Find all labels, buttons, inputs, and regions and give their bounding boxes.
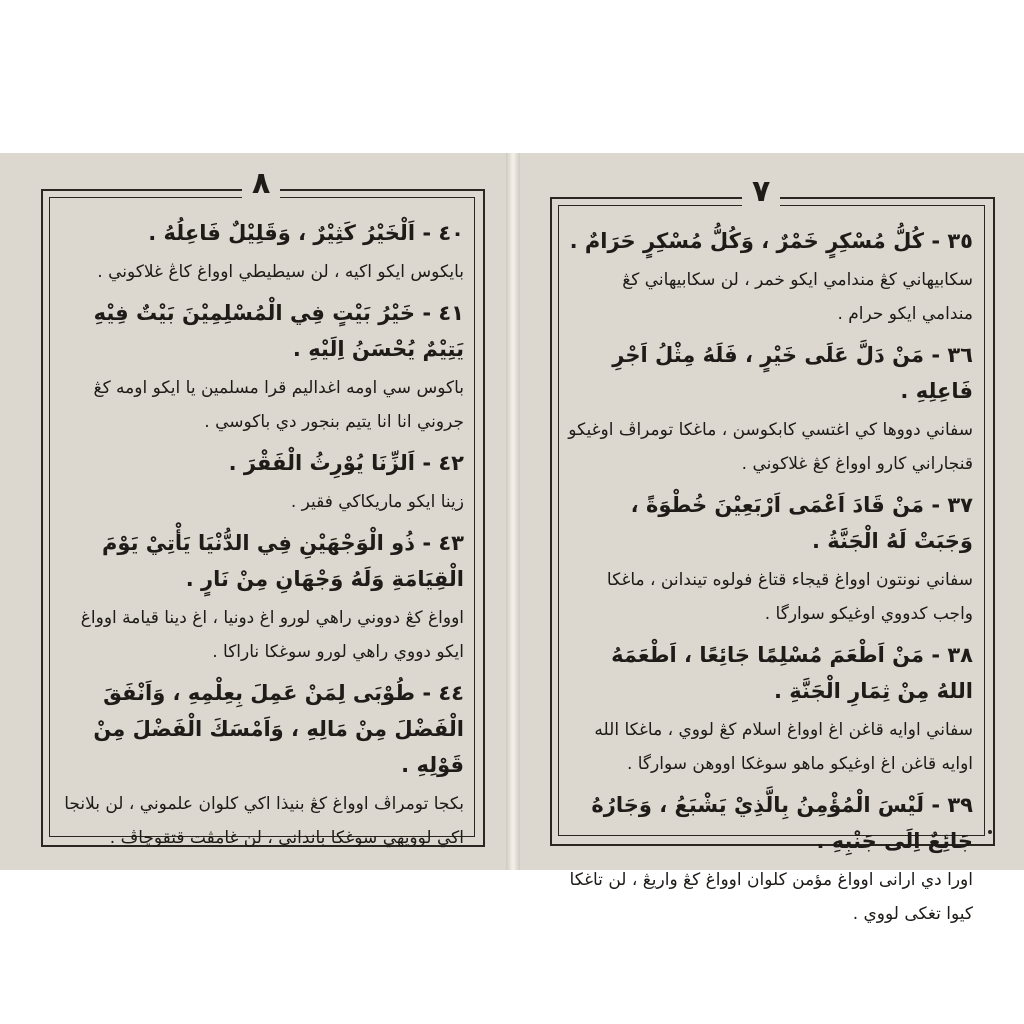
jawi-translation: سفاني نونتون اوواغ قيجاء قتاغ فولوه تيندانن ، ماغكا واجب كدووي اوغيكو سوارگا . (606, 570, 973, 624)
hadith-item (568, 337, 973, 481)
page-content (568, 223, 973, 937)
arabic-text: ٣٩ - لَيْسَ الْمُؤْمِنُ بِالَّذِيْ يَشْبَعُ ، وَجَارُهُ جَائِعٌ اِلَى جَنْبِهِ . (591, 793, 973, 853)
jawi-translation: بكجا تومراڤ اوواغ كڠ بنيذا اكي كلوان علموني ، لن بلانجا اكي لوويهي سوغكا باندانى ، لن غامڤت قتقوچاڤ . (64, 794, 464, 848)
arabic-text: ٣٦ - مَنْ دَلَّ عَلَى خَيْرٍ ، فَلَهُ مِثْلُ اَجْرِ فَاعِلِهِ . (612, 343, 973, 403)
left-page (0, 153, 506, 870)
jawi-translation: اورا دي ارانى اوواغ مؤمن كلوان اوواغ كڠ واريڠ ، لن تاغكا كيوا تغكى لووي . (569, 870, 973, 924)
hadith-item (60, 215, 464, 289)
jawi-translation: زينا ايكو ماريكاكي فقير . (290, 492, 464, 512)
hadith-item (60, 295, 464, 439)
ink-dot (988, 830, 992, 834)
arabic-text: ٤٣ - ذُو الْوَجْهَيْنِ فِي الدُّنْيَا يَأْتِيْ يَوْمَ الْقِيَامَةِ وَلَهُ وَجْهَانِ مِنْ نَارٍ . (102, 531, 464, 591)
jawi-translation: سكابيهاني كڠ مندامي ايكو خمر ، لن سكابيهاني كڠ مندامي ايكو حرام . (622, 270, 973, 324)
jawi-translation: سفاني اوايه قاغن اغ اوواغ اسلام كڠ لووي ، ماغكا الله اوايه قاغن اغ اوغيكو ماهو سوغكا اووهن سوارگا . (594, 720, 973, 774)
right-page (520, 153, 1024, 924)
jawi-translation: اوواغ كڠ دووني راهي لورو اغ دونيا ، اغ دينا قيامة اوواغ ايكو دووي راهي لورو سوغكا ناراكا . (80, 608, 464, 662)
hadith-item (568, 223, 973, 331)
hadith-item (60, 445, 464, 519)
hadith-item (60, 675, 464, 855)
arabic-text: ٤٢ - اَلزِّنَا يُوْرِثُ الْفَقْرَ . (228, 451, 464, 475)
arabic-text: ٣٨ - مَنْ اَطْعَمَ مُسْلِمًا جَائِعًا ، اَطْعَمَهُ اللهُ مِنْ ثِمَارِ الْجَنَّةِ . (611, 643, 973, 703)
arabic-text: ٤٤ - طُوْبَى لِمَنْ عَمِلَ بِعِلْمِهِ ، وَاَنْفَقَ الْفَضْلَ مِنْ مَالِهِ ، وَاَمْسَكَ الْفَضْلَ مِنْ قَوْلِهِ . (93, 681, 464, 777)
hadith-item (568, 787, 973, 931)
hadith-item (568, 487, 973, 631)
arabic-text: ٤١ - خَيْرُ بَيْتٍ فِي الْمُسْلِمِيْنَ بَيْتٌ فِيْهِ يَتِيْمٌ يُحْسَنُ اِلَيْهِ . (93, 301, 464, 361)
hadith-item (60, 525, 464, 669)
book-gutter (506, 153, 520, 870)
arabic-text: ٤٠ - اَلْخَيْرُ كَثِيْرٌ ، وَقَلِيْلٌ فَاعِلُهُ . (148, 221, 464, 245)
jawi-translation: سفاني دووها كي اغتسي كابكوسن ، ماغكا تومراڤ اوغيكو قنجاراني كارو اوواغ كڠ غلاكوني . (568, 420, 973, 474)
arabic-text: ٣٥ - كُلُّ مُسْكِرٍ خَمْرٌ ، وَكُلُّ مُسْكِرٍ حَرَامٌ . (569, 229, 973, 253)
page-content (60, 215, 464, 861)
arabic-text: ٣٧ - مَنْ قَادَ اَعْمَى اَرْبَعِيْنَ خُطْوَةً ، وَجَبَتْ لَهُ الْجَنَّةُ . (630, 493, 973, 553)
page-number: ٨ (242, 167, 280, 201)
page-number: ٧ (742, 175, 780, 209)
hadith-item (568, 637, 973, 781)
jawi-translation: باكوس سي اومه اغداليم قرا مسلمين يا ايكو اومه كڠ جروني انا انا يتيم بنجور دي باكوسي . (93, 378, 464, 432)
jawi-translation: بايكوس ايكو اكيه ، لن سيطيطي اوواغ كاڠ غلاكوني . (97, 262, 464, 282)
